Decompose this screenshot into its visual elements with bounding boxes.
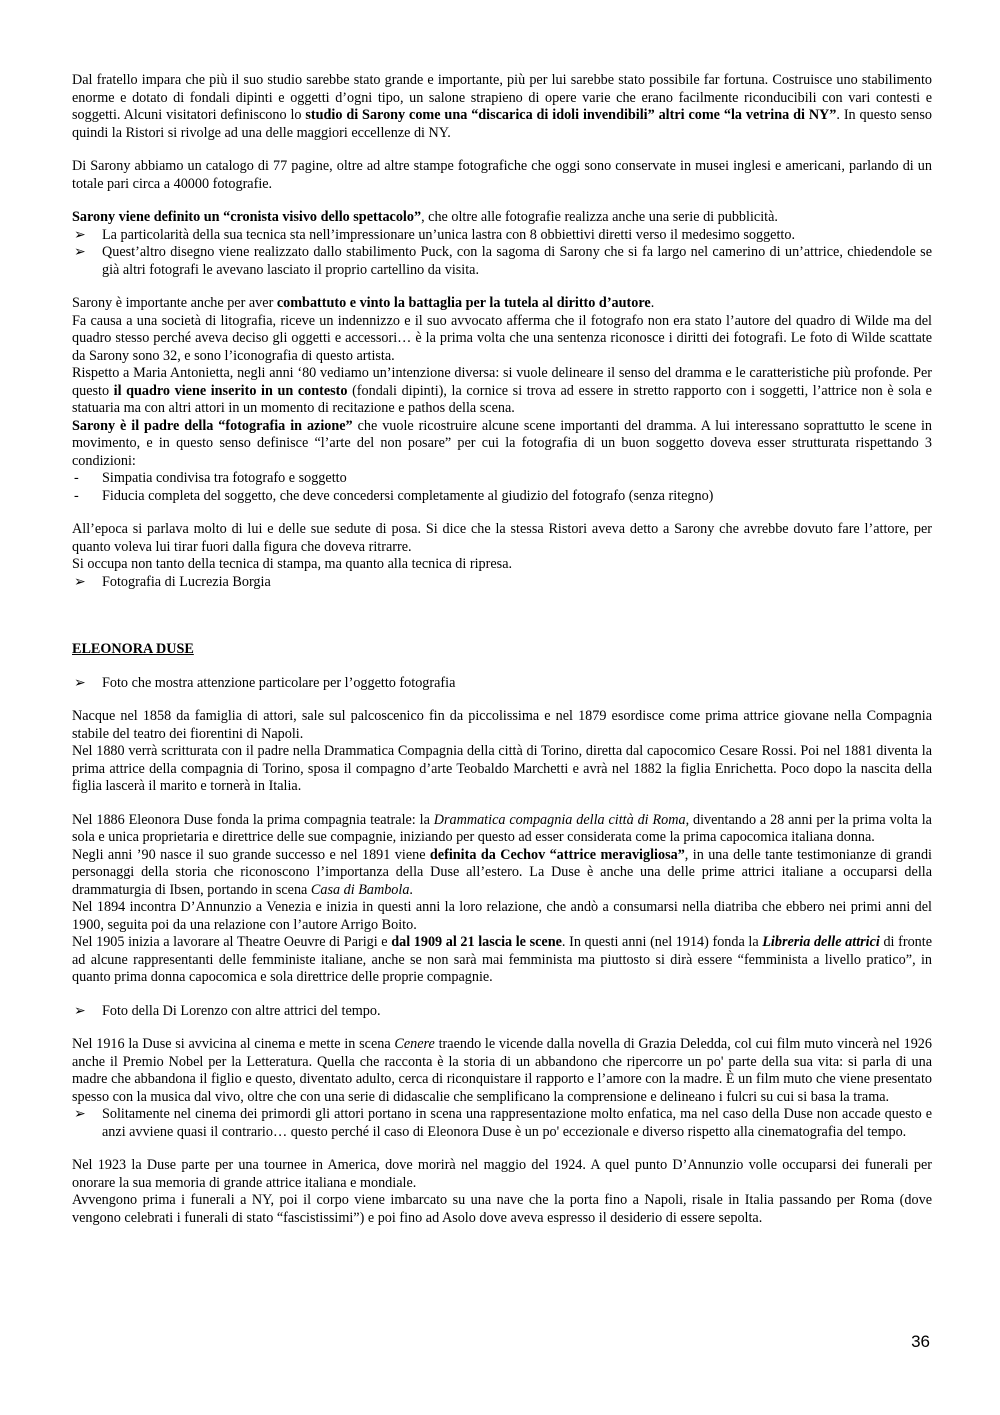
section-heading: ELEONORA DUSE	[72, 641, 194, 657]
paragraph-sarony-studio: Dal fratello impara che più il suo studio sarebbe stato grande e importante, più per lui sarebbe stato possibile far fortuna. Costruisce uno stabilimento enorme e dotato di fondali dipinti e oggetti d’ogni tipo, un salone strapieno di opere varie che erano facilmente riconducibili con vari contesti e soggetti. Alcuni visitatori definiscono lo studio di Sarony come una “discarica di idoli invendibili” altri come “la vetrina di NY”. In questo senso quindi la Ristori si rivolge ad una delle maggiori eccellenze di NY.	[72, 72, 932, 141]
list-item: ➢ Fotografia di Lucrezia Borgia	[74, 573, 271, 590]
paragraph-compagnia-roma: Nel 1886 Eleonora Duse fonda la prima compagnia teatrale: la Drammatica compagnia della città di Roma, diventando a 28 anni per la prima volta la sola e unica proprietaria e direttrice delle sue compagnie, iniziando per questo ad esser considerata come la prima capocomica italiana donna.	[72, 811, 932, 845]
bullet-arrow-icon: ➢	[74, 1002, 86, 1019]
paragraph-funerali: Avvengono prima i funerali a NY, poi il corpo viene imbarcato su una nave che la porta fino a Napoli, risale in Italia passando per Roma (dove vengono celebrati i funerali di stato “fascistissimi”) e poi fino ad Asolo dove aveva espresso il desiderio di essere sepolta.	[72, 1192, 932, 1226]
paragraph-sedute-posa: All’epoca si parlava molto di lui e delle sue sedute di posa. Si dice che la stessa Ristori aveva detto a Sarony che avrebbe dovuto fare l’attore, per quanto voleva lui tirar fuori dalla figura che doveva ritrarre.	[72, 521, 932, 555]
document-page	[72, 72, 932, 1227]
paragraph-diritto-autore: Sarony è importante anche per aver combattuto e vinto la battaglia per la tutela al diritto d’autore.	[72, 295, 655, 311]
bullet-arrow-icon: ➢	[74, 1106, 86, 1122]
paragraph-torino: Nel 1880 verrà scritturata con il padre nella Drammatica Compagnia della città di Torino, diretta dal capocomico Cesare Rossi. Poi nel 1881 diventa la prima attrice della compagnia di Torino, sposa il compagno d’arte Teobaldo Marchetti e avrà nel 1882 la figlia Enrichetta. Poco dopo la nascita della figlia lascerà il marito e tornerà in Italia.	[72, 743, 932, 794]
bullet-arrow-icon: ➢	[74, 674, 86, 691]
paragraph-fotografia-azione: Sarony è il padre della “fotografia in azione” che vuole ricostruire alcune scene importanti del dramma. A lui interessano soprattutto le scene in movimento, e in questo senso definisce “l’arte del non posare” per cui la fotografia di un buon soggetto doveva esser strutturata rispettando 3 condizioni:	[72, 417, 932, 469]
bullet-arrow-icon: ➢	[74, 244, 86, 260]
dash-marker: -	[74, 470, 79, 486]
page-number: 36	[911, 1332, 930, 1351]
list-item: ➢ Solitamente nel cinema dei primordi gli attori portano in scena una rappresentazione molto enfatica, ma nel caso della Duse non accade questo e anzi avviene quasi il contrario… questo perché il caso di Eleonora Duse è un po' eccezionale e diverso rispetto alla cinematografia del tempo.	[74, 1106, 932, 1140]
paragraph-cenere: Nel 1916 la Duse si avvicina al cinema e mette in scena Cenere traendo le vicende dalla novella di Grazia Deledda, col cui film muto vincerà nel 1926 anche il Premio Nobel per la Letteratura. Quella che racconta è la storia di un abbandono che ripercorre un po' parte della sua vita: si parla di una madre che abbandona il figlio e questo, diventato adulto, cerca di riconquistare il rapporto e l’amore con la madre. È un film muto che viene presentato spesso con la musica dal vivo, oltre che con una serie di didascalie che semplificano la comprensione e delineano i fulcri su cui si basa la trama.	[72, 1036, 932, 1105]
dash-marker: -	[74, 487, 79, 504]
paragraph-sarony-catalog: Di Sarony abbiamo un catalogo di 77 pagine, oltre ad altre stampe fotografiche che oggi sono conservate in musei inglesi e americani, parlando di un totale pari circa a 40000 fotografie.	[72, 158, 932, 192]
paragraph-tournee-america: Nel 1923 la Duse parte per una tournee in America, dove morirà nel maggio del 1924. A quel punto D’Annunzio volle occuparsi dei funerali per onorare la sua memoria di grande attrice italiana e mondiale.	[72, 1157, 932, 1191]
list-item: - Fiducia completa del soggetto, che deve concedersi completamente al giudizio del fotografo (senza ritegno)	[74, 487, 714, 504]
bullet-arrow-icon: ➢	[74, 226, 86, 243]
list-item: ➢ La particolarità della sua tecnica sta nell’impressionare un’unica lastra con 8 obbiettivi diretti verso il medesimo soggetto.	[74, 226, 795, 243]
list-item: - Simpatia condivisa tra fotografo e soggetto	[74, 470, 347, 486]
paragraph-tecnica-ripresa: Si occupa non tanto della tecnica di stampa, ma quanto alla tecnica di ripresa.	[72, 556, 513, 572]
list-item: ➢ Foto della Di Lorenzo con altre attrici del tempo.	[74, 1002, 381, 1019]
paragraph-cechov: Negli anni ’90 nasce il suo grande successo e nel 1891 viene definita da Cechov “attrice meravigliosa”, in una delle tante testimonianze di grandi personaggi della storia che riconoscono l’importanza della Duse all’estero. La Duse è anche una delle prime attrici italiane a occuparsi della drammaturgia di Ibsen, portando in scena Casa di Bambola.	[72, 846, 932, 898]
paragraph-dannunzio: Nel 1894 incontra D’Annunzio a Venezia e inizia in questi anni la loro relazione, che andò a consumarsi nella diatriba che ebbero nei primi anni del 1900, seguita poi da una relazione con l’autore Arrigo Boito.	[72, 899, 932, 933]
paragraph-nascita: Nacque nel 1858 da famiglia di attori, sale sul palcoscenico fin da piccolissima e nel 1879 esordisce come prima attrice giovane nella Compagnia stabile del teatro dei fiorentini di Napoli.	[72, 708, 932, 742]
paragraph-sarony-cronista: Sarony viene definito un “cronista visivo dello spettacolo”, che oltre alle fotografie realizza anche una serie di pubblicità.	[72, 209, 778, 225]
list-item: ➢ Quest’altro disegno viene realizzato dallo stabilimento Puck, con la sagoma di Sarony che si fa largo nel camerino di un’attrice, chiedendole se già altri fotografi le avevano lasciato il proprio cartellino da visita.	[74, 244, 932, 278]
paragraph-libreria-attrici: Nel 1905 inizia a lavorare al Theatre Oeuvre di Parigi e dal 1909 al 21 lascia le scene. In questi anni (nel 1914) fonda la Libreria delle attrici di fronte ad alcune rappresentanti delle femministe italiane, anche se non sarà mai femminista ma piuttosto si dirà essere “femminista a livello pratico”, in quanto prima donna capocomica e sola direttrice delle proprie compagnie.	[72, 934, 932, 985]
paragraph-maria-antonietta: Rispetto a Maria Antonietta, negli anni ‘80 vediamo un’intenzione diversa: si vuole delineare il senso del dramma e le caratteristiche più profonde. Per questo il quadro viene inserito in un contesto (fondali dipinti), la cornice si trova ad essere in stretto rapporto con i soggetti, l’attrice non è sola e statuaria ma con altri attori in un momento di recitazione e pathos della scena.	[72, 365, 932, 416]
bullet-arrow-icon: ➢	[74, 573, 86, 590]
list-item: ➢ Foto che mostra attenzione particolare per l’oggetto fotografia	[74, 674, 456, 691]
paragraph-causa-litografia: Fa causa a una società di litografia, riceve un indennizzo e il suo avvocato afferma che il fotografo non era stato l’autore del quadro di Wilde ma del quadro stesso perché aveva deciso gli oggetti e accessori… è la prima volta che una sentenza riconosce i diritti dei fotografi. Le foto di Wilde scattate da Sarony sono 32, e sono l’iconografia di questo artista.	[72, 312, 932, 364]
